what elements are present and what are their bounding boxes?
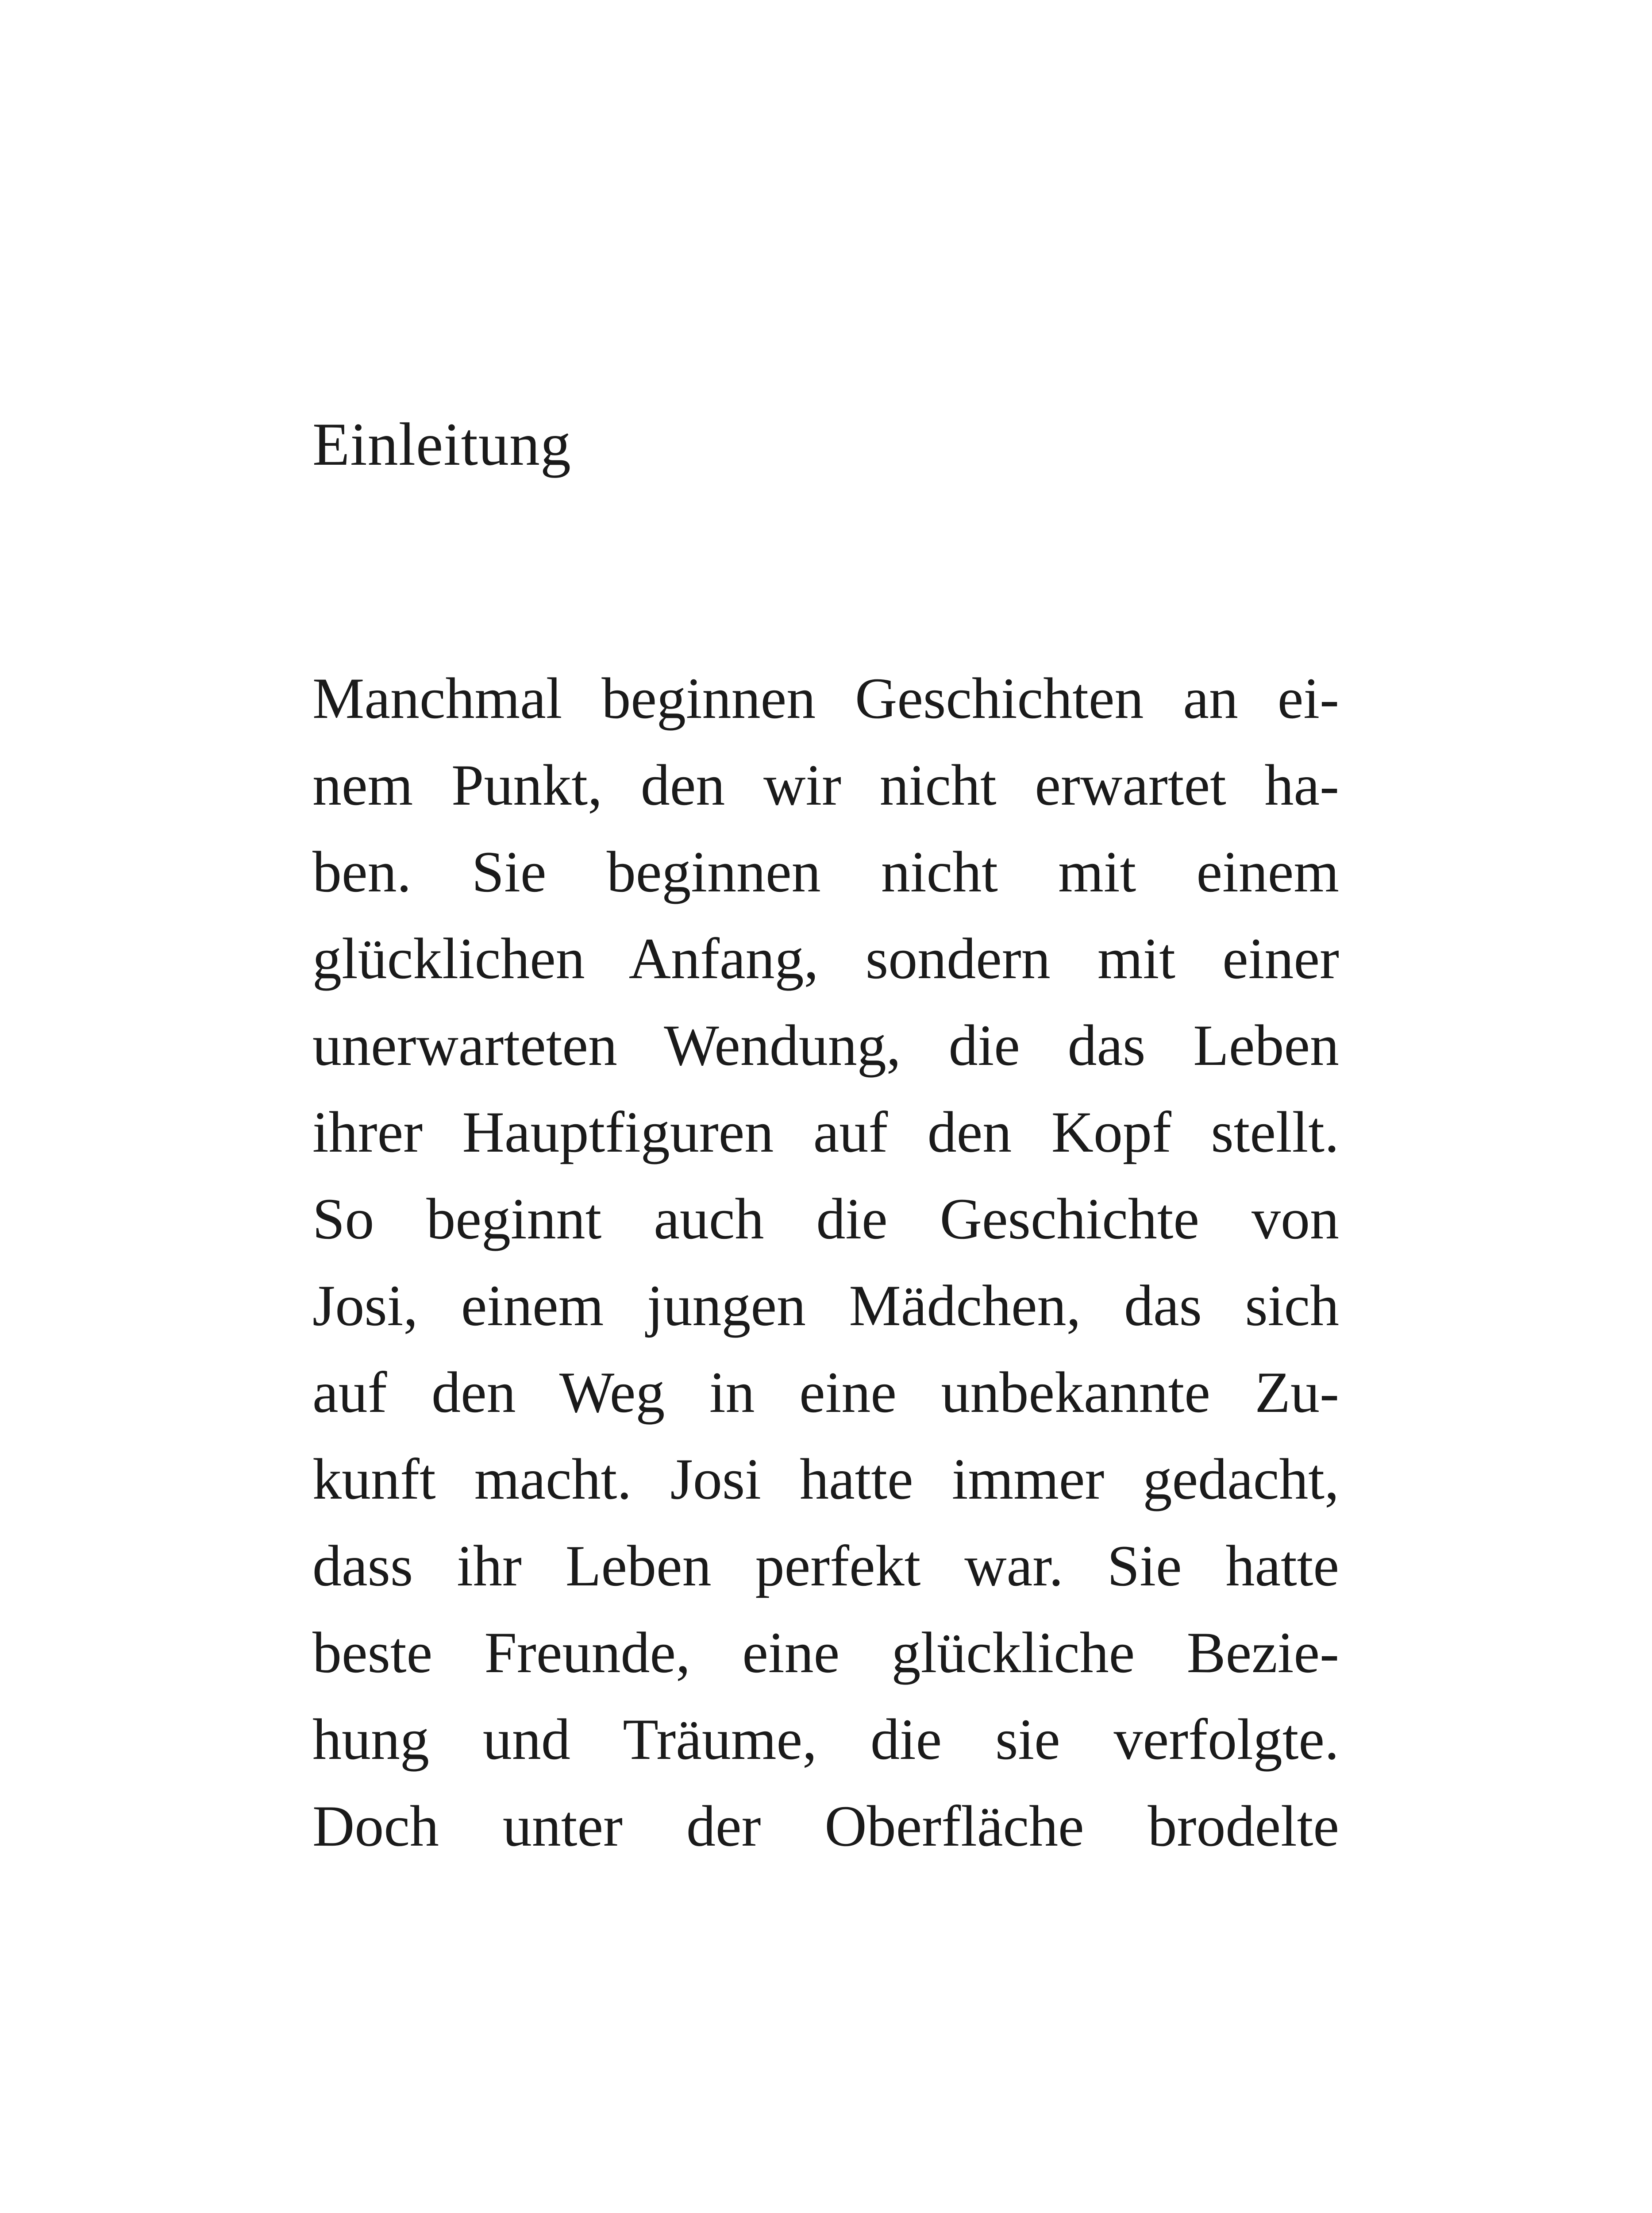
text-line: dass ihr Leben perfekt war. Sie hatte: [312, 1533, 1339, 1598]
text-line: Manchmal beginnen Geschichten an ei-: [312, 666, 1339, 731]
text-line: So beginnt auch die Geschichte von: [312, 1186, 1339, 1251]
text-line: auf den Weg in eine unbekannte Zu-: [312, 1360, 1339, 1425]
text-line: beste Freunde, eine glückliche Bezie-: [312, 1620, 1339, 1685]
chapter-title: Einleitung: [312, 410, 571, 478]
text-line: Doch unter der Oberfläche brodelte: [312, 1793, 1339, 1858]
text-line: glücklichen Anfang, sondern mit einer: [312, 926, 1339, 991]
text-line: ben. Sie beginnen nicht mit einem: [312, 839, 1339, 904]
text-line: ihrer Hauptfiguren auf den Kopf stellt.: [312, 1099, 1339, 1164]
body-paragraph: [312, 655, 1339, 1870]
text-line: Josi, einem jungen Mädchen, das sich: [312, 1273, 1339, 1338]
text-line: kunft macht. Josi hatte immer gedacht,: [312, 1446, 1339, 1511]
text-line: unerwarteten Wendung, die das Leben: [312, 1013, 1339, 1078]
text-line: nem Punkt, den wir nicht erwartet ha-: [312, 752, 1339, 817]
text-line: hung und Träume, die sie verfolgte.: [312, 1707, 1339, 1772]
